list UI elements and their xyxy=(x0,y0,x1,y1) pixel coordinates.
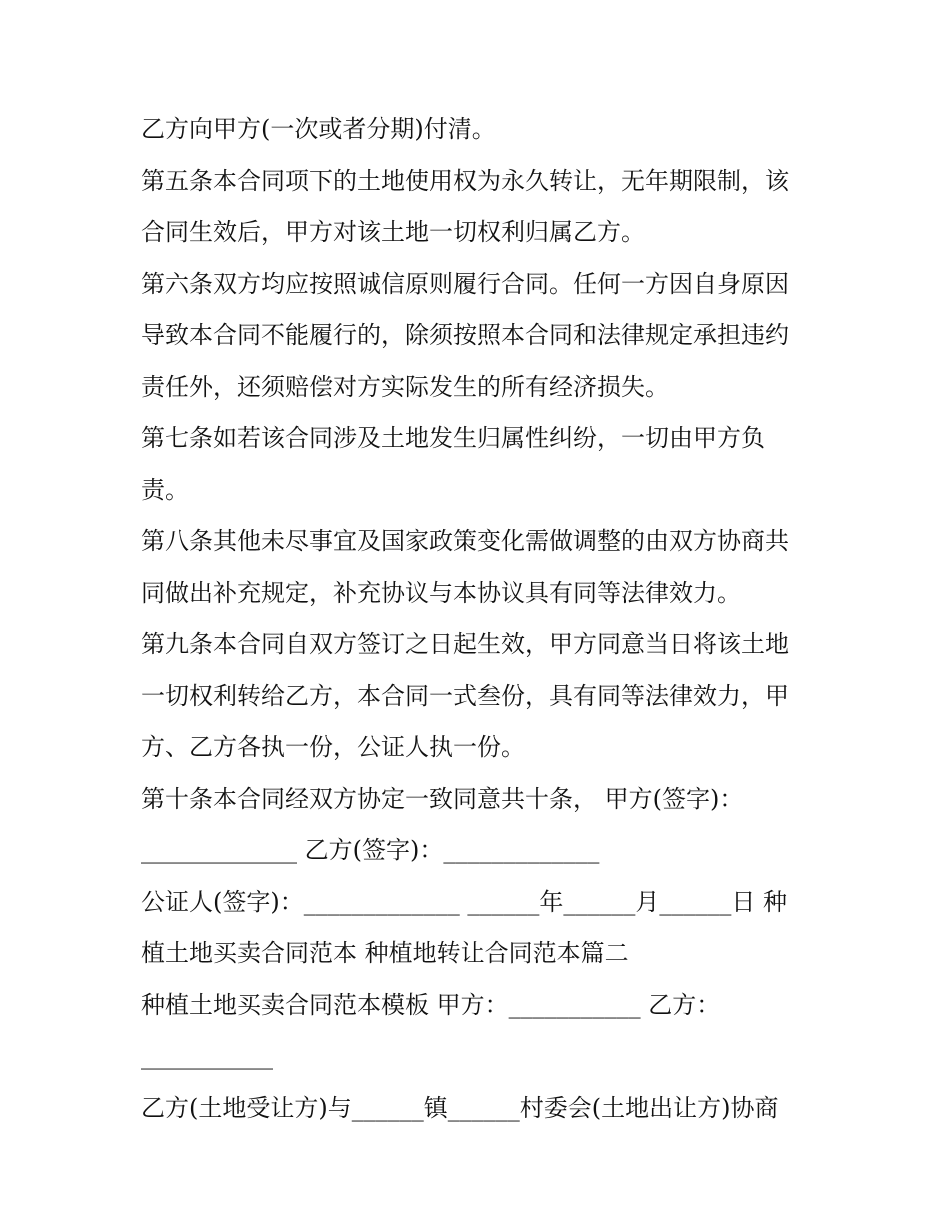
document-body xyxy=(141,104,821,1134)
text-line-11: 第九条本合同自双方签订之日起生效，甲方同意当日将该土地 xyxy=(141,630,789,658)
text-line-14: 第十条本合同经双方协定一致同意共十条， 甲方(签字)： xyxy=(141,784,744,813)
text-line-3: 合同生效后，甲方对该土地一切权利归属乙方。 xyxy=(141,218,645,246)
text-line-15: _____________ 乙方(签字)：_____________ xyxy=(141,836,600,864)
text-line-12: 一切权利转给乙方，本合同一式叁份，具有同等法律效力，甲 xyxy=(141,681,789,710)
text-line-10: 同做出补充规定，补充协议与本协议具有同等法律效力。 xyxy=(141,578,741,607)
text-line-20: 乙方(土地受让方)与______镇______村委会(土地出让方)协商 xyxy=(141,1093,779,1122)
text-line-17: 植土地买卖合同范本 种植地转让合同范本篇二 xyxy=(141,939,629,967)
text-line-5: 导致本合同不能履行的，除须按照本合同和法律规定承担违约 xyxy=(141,321,789,349)
text-line-13: 方、乙方各执一份，公证人执一份。 xyxy=(141,733,525,761)
text-line-1: 乙方向甲方(一次或者分期)付清。 xyxy=(141,115,496,143)
text-line-2: 第五条本合同项下的土地使用权为永久转让，无年期限制，该 xyxy=(141,166,789,195)
text-line-6: 责任外，还须赔偿对方实际发生的所有经济损失。 xyxy=(141,372,669,401)
text-line-18: 种植土地买卖合同范本模板 甲方：___________ 乙方： xyxy=(141,990,721,1019)
text-line-16: 公证人(签字)：_____________ ______年______月______日 种 xyxy=(141,887,787,916)
text-line-4: 第六条双方均应按照诚信原则履行合同。任何一方因自身原因 xyxy=(141,269,789,298)
text-line-19: ___________ xyxy=(141,1042,273,1070)
text-line-7: 第七条如若该合同涉及土地发生归属性纠纷，一切由甲方负 xyxy=(141,424,765,452)
text-line-8: 责。 xyxy=(141,475,189,504)
text-line-9: 第八条其他未尽事宜及国家政策变化需做调整的由双方协商共 xyxy=(141,527,789,555)
